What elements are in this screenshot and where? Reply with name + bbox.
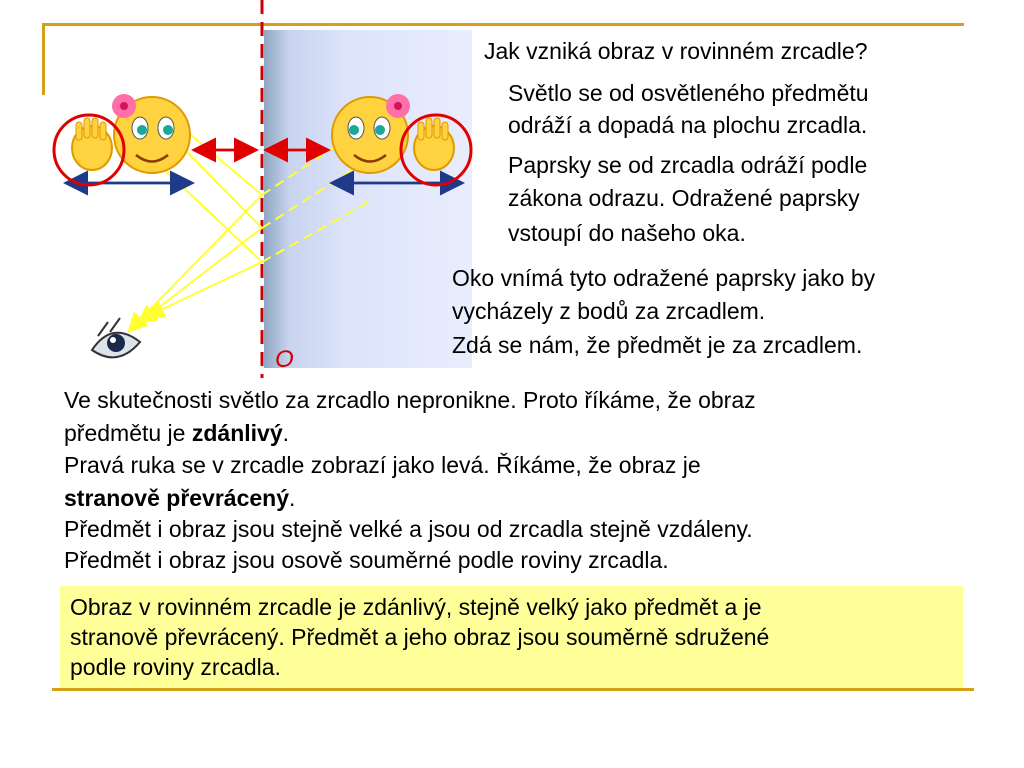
para1-line1: Světlo se od osvětleného předmětu [508,80,869,106]
term-zdanlivy: zdánlivý [191,420,283,446]
para3-line2: vycházely z bodů za zrcadlem. [452,298,766,324]
question-heading: Jak vzniká obraz v rovinném zrcadle? [484,38,868,64]
image-smiley-icon [332,94,410,173]
virtual-ray-3 [262,200,372,262]
frame-bottom-line [52,688,974,691]
eye-icon [92,318,140,357]
main-line3: Pravá ruka se v zrcadle zobrazí jako levá. Říkáme, že obraz je [64,452,701,478]
conclusion-line2: stranově převrácený. Předmět a jeho obraz jsou souměrně sdružené [70,624,770,650]
image-hand-icon [414,118,454,170]
conclusion-line3: podle roviny zrcadla. [70,654,281,680]
para2-line2: zákona odrazu. Odražené paprsky [508,185,860,211]
para3-line3: Zdá se nám, že předmět je za zrcadlem. [452,332,863,358]
ray-reflected-2 [140,228,262,322]
term-stranove-prevraceny: stranově převrácený [64,485,290,511]
main-line2: předmětu je zdánlivý. [64,420,290,446]
main-line1: Ve skutečnosti světlo za zrcadlo nepronikne. Proto říkáme, že obraz [64,387,756,413]
main-line6: Předmět i obraz jsou osově souměrné podle roviny zrcadla. [64,547,669,573]
para1-line2: odráží a dopadá na plochu zrcadla. [508,112,868,138]
para2-line3: vstoupí do našeho oka. [508,220,746,246]
para2-line1: Paprsky se od zrcadla odráží podle [508,152,868,178]
para3-line1: Oko vnímá tyto odražené paprsky jako by [452,265,876,291]
virtual-ray-2 [262,165,360,228]
main-line4: stranově převrácený. [64,485,296,511]
object-hand-icon [72,118,112,170]
main-line5: Předmět i obraz jsou stejně velké a jsou od zrcadla stejně vzdáleny. [64,516,753,542]
ray-reflected-1 [130,195,262,330]
mirror-label: O [275,346,294,373]
conclusion-box [60,586,963,690]
virtual-ray-1 [262,140,345,195]
conclusion-line1: Obraz v rovinném zrcadle je zdánlivý, stejně velký jako předmět a je [70,594,762,620]
ray-reflected-3 [148,262,262,316]
